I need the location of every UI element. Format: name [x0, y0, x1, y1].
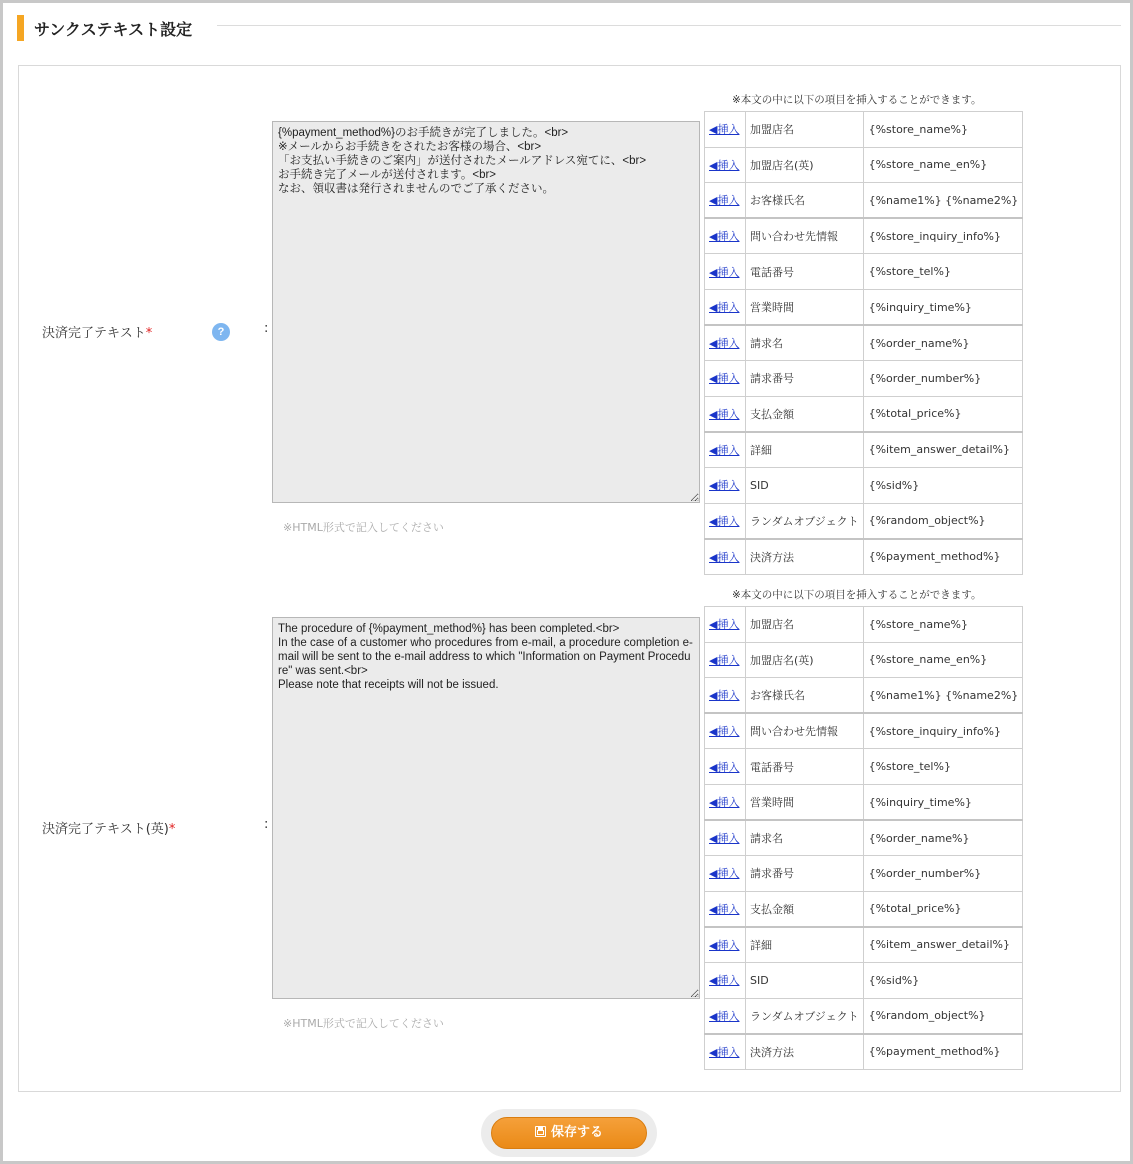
insert-tag-table: [704, 111, 1023, 575]
insert-link[interactable]: ◀挿入: [709, 938, 740, 952]
insert-tag-name: 電話番号: [746, 749, 864, 785]
insert-cell: [705, 820, 746, 856]
insert-tag-variable: {%name1%} {%name2%}: [863, 183, 1023, 219]
insert-tag-name: 決済方法: [746, 1034, 864, 1070]
insert-tag-variable: {%inquiry_time%}: [863, 784, 1023, 820]
insert-tag-row: [705, 891, 1023, 927]
insert-cell: [705, 432, 746, 468]
insert-tag-row: [705, 112, 1023, 148]
insert-cell: [705, 254, 746, 290]
insert-tag-row: [705, 254, 1023, 290]
insert-tag-row: [705, 749, 1023, 785]
insert-link[interactable]: ◀挿入: [709, 618, 740, 632]
insert-cell: [705, 856, 746, 892]
insert-link[interactable]: ◀挿入: [709, 550, 740, 564]
insert-cell: [705, 325, 746, 361]
insert-link[interactable]: ◀挿入: [709, 725, 740, 739]
insert-tag-variable: {%item_answer_detail%}: [863, 927, 1023, 963]
required-mark: *: [168, 822, 176, 837]
insert-tag-variable: {%store_tel%}: [863, 749, 1023, 785]
section-header: [17, 15, 1121, 41]
insert-link[interactable]: ◀挿入: [709, 301, 740, 315]
insert-cell: [705, 713, 746, 749]
insert-tag-row: [705, 325, 1023, 361]
insert-cell: [705, 998, 746, 1034]
insert-tag-name: お客様氏名: [746, 678, 864, 714]
insert-tag-name: 加盟店名(英): [746, 642, 864, 678]
insert-link[interactable]: ◀挿入: [709, 796, 740, 810]
insert-tag-row: [705, 713, 1023, 749]
insert-table-note: ※本文の中に以下の項目を挿入することができます。: [732, 589, 982, 601]
insert-tag-name: 問い合わせ先情報: [746, 218, 864, 254]
insert-tag-variable: {%random_object%}: [863, 503, 1023, 539]
insert-cell: [705, 678, 746, 714]
insert-tag-row: [705, 784, 1023, 820]
insert-link[interactable]: ◀挿入: [709, 230, 740, 244]
insert-tag-variable: {%total_price%}: [863, 396, 1023, 432]
insert-cell: [705, 607, 746, 643]
insert-tag-name: 詳細: [746, 432, 864, 468]
resize-handle[interactable]: [691, 494, 700, 501]
insert-tag-name: 詳細: [746, 927, 864, 963]
insert-tag-variable: {%payment_method%}: [863, 1034, 1023, 1070]
insert-link[interactable]: ◀挿入: [709, 653, 740, 667]
insert-tag-row: [705, 503, 1023, 539]
insert-tag-table-en: [704, 606, 1023, 1070]
insert-tag-name: 請求番号: [746, 361, 864, 397]
insert-link[interactable]: ◀挿入: [709, 1045, 740, 1059]
payment-complete-textarea-en[interactable]: The procedure of {%payment_method%} has been completed.<br> In the case of a customer who procedures from e-mail, a procedure completion e-mail will be sent to the e-mail address to which "Information on Payment Procedure" was sent.<br> Please note that receipts will not be issued.: [272, 617, 700, 999]
insert-link[interactable]: ◀挿入: [709, 974, 740, 988]
insert-cell: [705, 183, 746, 219]
insert-tag-name: 請求番号: [746, 856, 864, 892]
insert-tag-name: 加盟店名: [746, 112, 864, 148]
insert-tag-row: [705, 607, 1023, 643]
insert-link[interactable]: ◀挿入: [709, 867, 740, 881]
insert-tag-name: 営業時間: [746, 784, 864, 820]
insert-tag-name: お客様氏名: [746, 183, 864, 219]
insert-tag-row: [705, 147, 1023, 183]
insert-link[interactable]: ◀挿入: [709, 902, 740, 916]
insert-tag-name: 支払金額: [746, 891, 864, 927]
insert-tag-variable: {%sid%}: [863, 962, 1023, 998]
insert-tag-row: [705, 642, 1023, 678]
insert-tag-variable: {%store_name%}: [863, 112, 1023, 148]
insert-link[interactable]: ◀挿入: [709, 832, 740, 846]
insert-tag-name: 営業時間: [746, 289, 864, 325]
insert-tag-variable: {%inquiry_time%}: [863, 289, 1023, 325]
insert-tag-name: ランダムオブジェクト: [746, 503, 864, 539]
insert-tag-variable: {%payment_method%}: [863, 539, 1023, 575]
insert-tag-variable: {%store_tel%}: [863, 254, 1023, 290]
save-button[interactable]: [491, 1117, 647, 1149]
insert-cell: [705, 927, 746, 963]
insert-link[interactable]: ◀挿入: [709, 158, 740, 172]
insert-cell: [705, 289, 746, 325]
insert-tag-name: 加盟店名: [746, 607, 864, 643]
section-title: サンクステキスト設定: [34, 20, 193, 39]
insert-cell: [705, 361, 746, 397]
field-label-payment-complete-text-en: 決済完了テキスト(英)*: [42, 822, 176, 837]
insert-tag-name: 電話番号: [746, 254, 864, 290]
insert-link[interactable]: ◀挿入: [709, 689, 740, 703]
insert-tag-name: 加盟店名(英): [746, 147, 864, 183]
insert-tag-row: [705, 856, 1023, 892]
insert-tag-row: [705, 678, 1023, 714]
insert-tag-row: [705, 998, 1023, 1034]
insert-cell: [705, 147, 746, 183]
insert-tag-row: [705, 467, 1023, 503]
insert-tag-row: [705, 1034, 1023, 1070]
help-icon[interactable]: ?: [212, 323, 230, 341]
insert-tag-variable: {%sid%}: [863, 467, 1023, 503]
field-colon: :: [264, 817, 269, 832]
insert-link[interactable]: ◀挿入: [709, 479, 740, 493]
insert-tag-row: [705, 962, 1023, 998]
insert-tag-name: 請求名: [746, 325, 864, 361]
insert-tag-name: 問い合わせ先情報: [746, 713, 864, 749]
insert-tag-name: ランダムオブジェクト: [746, 998, 864, 1034]
insert-cell: [705, 218, 746, 254]
insert-link[interactable]: ◀挿入: [709, 1009, 740, 1023]
field-colon: :: [264, 321, 269, 336]
insert-cell: [705, 112, 746, 148]
insert-tag-name: 請求名: [746, 820, 864, 856]
insert-cell: [705, 1034, 746, 1070]
field-label-payment-complete-text: 決済完了テキスト*: [42, 326, 153, 341]
insert-cell: [705, 891, 746, 927]
save-button-wrap: [481, 1109, 657, 1157]
insert-link[interactable]: ◀挿入: [709, 443, 740, 457]
html-format-hint: ※HTML形式で記入してください: [283, 521, 444, 534]
insert-tag-variable: {%order_number%}: [863, 361, 1023, 397]
html-format-hint: ※HTML形式で記入してください: [283, 1017, 444, 1030]
insert-link[interactable]: ◀挿入: [709, 337, 740, 351]
insert-tag-row: [705, 183, 1023, 219]
insert-tag-row: [705, 289, 1023, 325]
insert-tag-row: [705, 820, 1023, 856]
insert-tag-row: [705, 396, 1023, 432]
insert-tag-variable: {%random_object%}: [863, 998, 1023, 1034]
required-mark: *: [145, 326, 153, 341]
insert-tag-name: SID: [746, 962, 864, 998]
insert-tag-row: [705, 927, 1023, 963]
insert-link[interactable]: ◀挿入: [709, 407, 740, 421]
insert-tag-variable: {%order_name%}: [863, 820, 1023, 856]
insert-cell: [705, 503, 746, 539]
insert-tag-name: SID: [746, 467, 864, 503]
insert-tag-variable: {%item_answer_detail%}: [863, 432, 1023, 468]
insert-tag-variable: {%store_inquiry_info%}: [863, 218, 1023, 254]
insert-cell: [705, 749, 746, 785]
insert-tag-row: [705, 539, 1023, 575]
insert-tag-row: [705, 218, 1023, 254]
insert-cell: [705, 784, 746, 820]
save-icon: [535, 1126, 546, 1137]
insert-tag-variable: {%store_name_en%}: [863, 642, 1023, 678]
insert-cell: [705, 539, 746, 575]
insert-tag-variable: {%store_inquiry_info%}: [863, 713, 1023, 749]
insert-cell: [705, 396, 746, 432]
insert-tag-variable: {%total_price%}: [863, 891, 1023, 927]
insert-tag-row: [705, 361, 1023, 397]
payment-complete-textarea[interactable]: {%payment_method%}のお手続きが完了しました。<br> ※メールからお手続きをされたお客様の場合、<br> 「お支払い手続きのご案内」が送付されたメールアドレス宛てに、<br> お手続き完了メールが送付されます。<br> なお、領収書は発行されませんのでご了承ください。: [272, 121, 700, 503]
insert-tag-row: [705, 432, 1023, 468]
insert-tag-name: 支払金額: [746, 396, 864, 432]
insert-tag-name: 決済方法: [746, 539, 864, 575]
insert-tag-variable: {%order_number%}: [863, 856, 1023, 892]
insert-table-note: ※本文の中に以下の項目を挿入することができます。: [732, 94, 982, 106]
insert-tag-variable: {%store_name_en%}: [863, 147, 1023, 183]
save-button-label: 保存する: [550, 1125, 603, 1140]
insert-cell: [705, 642, 746, 678]
resize-handle[interactable]: [691, 990, 700, 997]
insert-cell: [705, 467, 746, 503]
section-accent-bar: [17, 15, 24, 41]
insert-tag-variable: {%name1%} {%name2%}: [863, 678, 1023, 714]
insert-tag-variable: {%store_name%}: [863, 607, 1023, 643]
insert-link[interactable]: ◀挿入: [709, 265, 740, 279]
insert-cell: [705, 962, 746, 998]
insert-link[interactable]: ◀挿入: [709, 194, 740, 208]
insert-tag-variable: {%order_name%}: [863, 325, 1023, 361]
insert-link[interactable]: ◀挿入: [709, 760, 740, 774]
insert-link[interactable]: ◀挿入: [709, 514, 740, 528]
insert-link[interactable]: ◀挿入: [709, 372, 740, 386]
insert-link[interactable]: ◀挿入: [709, 123, 740, 137]
section-divider: [217, 25, 1121, 26]
